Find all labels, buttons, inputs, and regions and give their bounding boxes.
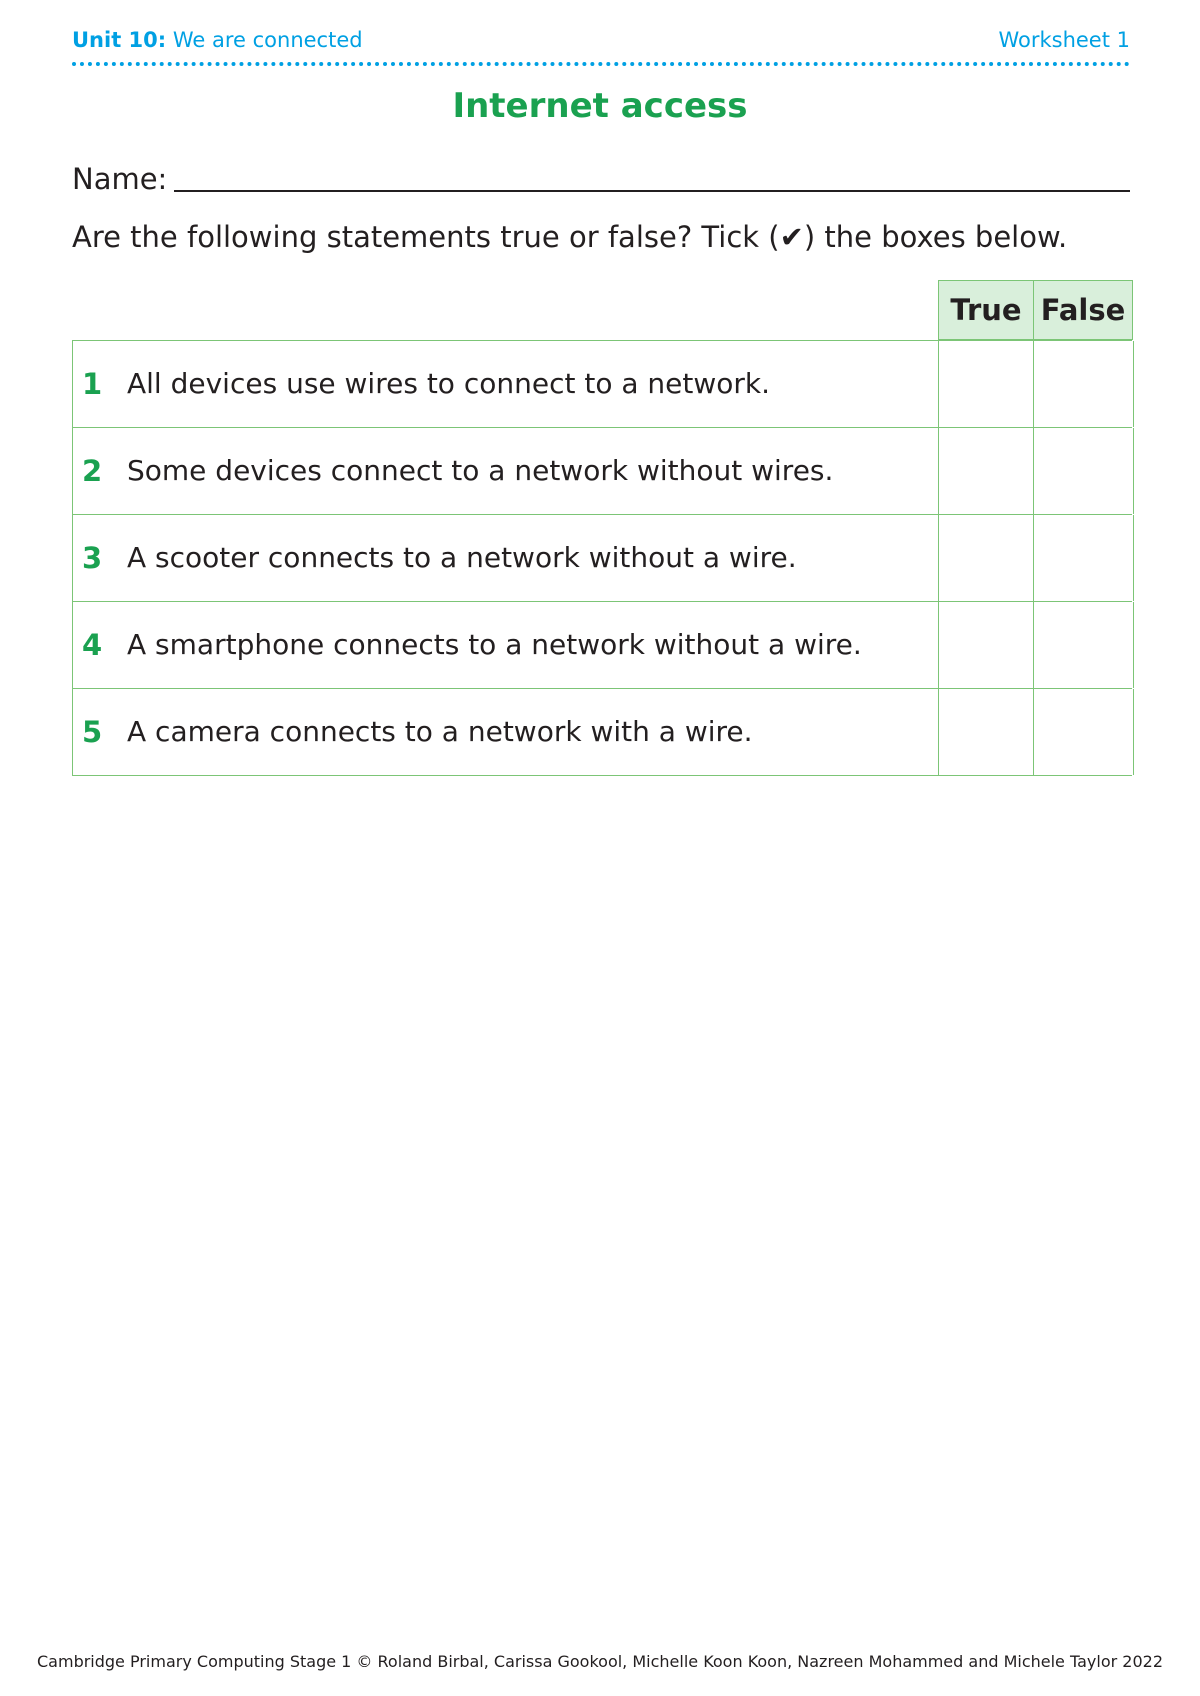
table-header-row xyxy=(72,280,1132,340)
statement-text: A camera connects to a network with a wire. xyxy=(127,715,753,748)
statement-text: A scooter connects to a network without a wire. xyxy=(127,541,797,574)
statement-text: Some devices connect to a network without wires. xyxy=(127,454,834,487)
column-header-false: False xyxy=(1033,280,1133,340)
table-row xyxy=(72,515,1132,602)
unit-title: We are connected xyxy=(172,28,363,52)
statement-number: 3 xyxy=(82,541,103,575)
true-tick-box[interactable] xyxy=(938,689,1034,775)
name-label: Name: xyxy=(72,162,168,196)
table-row xyxy=(72,602,1132,689)
table-row xyxy=(72,340,1132,428)
worksheet-title: Internet access xyxy=(452,86,748,126)
column-header-true: True xyxy=(938,280,1034,340)
statement-number: 5 xyxy=(82,715,103,749)
statement-number: 4 xyxy=(82,628,103,662)
unit-number: Unit 10: xyxy=(72,28,167,52)
false-tick-box[interactable] xyxy=(1033,602,1134,688)
copyright-footer: Cambridge Primary Computing Stage 1 © Roland Birbal, Carissa Gookool, Michelle Koon Koon, Nazreen Mohammed and Michele Taylor 2022 xyxy=(37,1652,1163,1671)
table-row xyxy=(72,689,1132,776)
statement-number: 1 xyxy=(82,367,103,401)
statement-text: A smartphone connects to a network without a wire. xyxy=(127,628,862,661)
true-false-table xyxy=(72,280,1132,776)
table-row xyxy=(72,428,1132,515)
true-tick-box[interactable] xyxy=(938,428,1034,514)
false-tick-box[interactable] xyxy=(1033,515,1134,601)
true-tick-box[interactable] xyxy=(938,515,1034,601)
false-tick-box[interactable] xyxy=(1033,341,1134,427)
statement-text: All devices use wires to connect to a network. xyxy=(127,367,771,400)
name-row xyxy=(72,158,1130,198)
name-field[interactable] xyxy=(174,190,1130,192)
true-tick-box[interactable] xyxy=(938,602,1034,688)
worksheet-label: Worksheet 1 xyxy=(998,28,1130,52)
instructions: Are the following statements true or false? Tick (✔) the boxes below. xyxy=(72,220,1068,254)
false-tick-box[interactable] xyxy=(1033,428,1134,514)
statement-number: 2 xyxy=(82,454,103,488)
header-divider xyxy=(72,62,1130,66)
false-tick-box[interactable] xyxy=(1033,689,1134,775)
true-tick-box[interactable] xyxy=(938,341,1034,427)
unit-heading xyxy=(72,28,363,52)
